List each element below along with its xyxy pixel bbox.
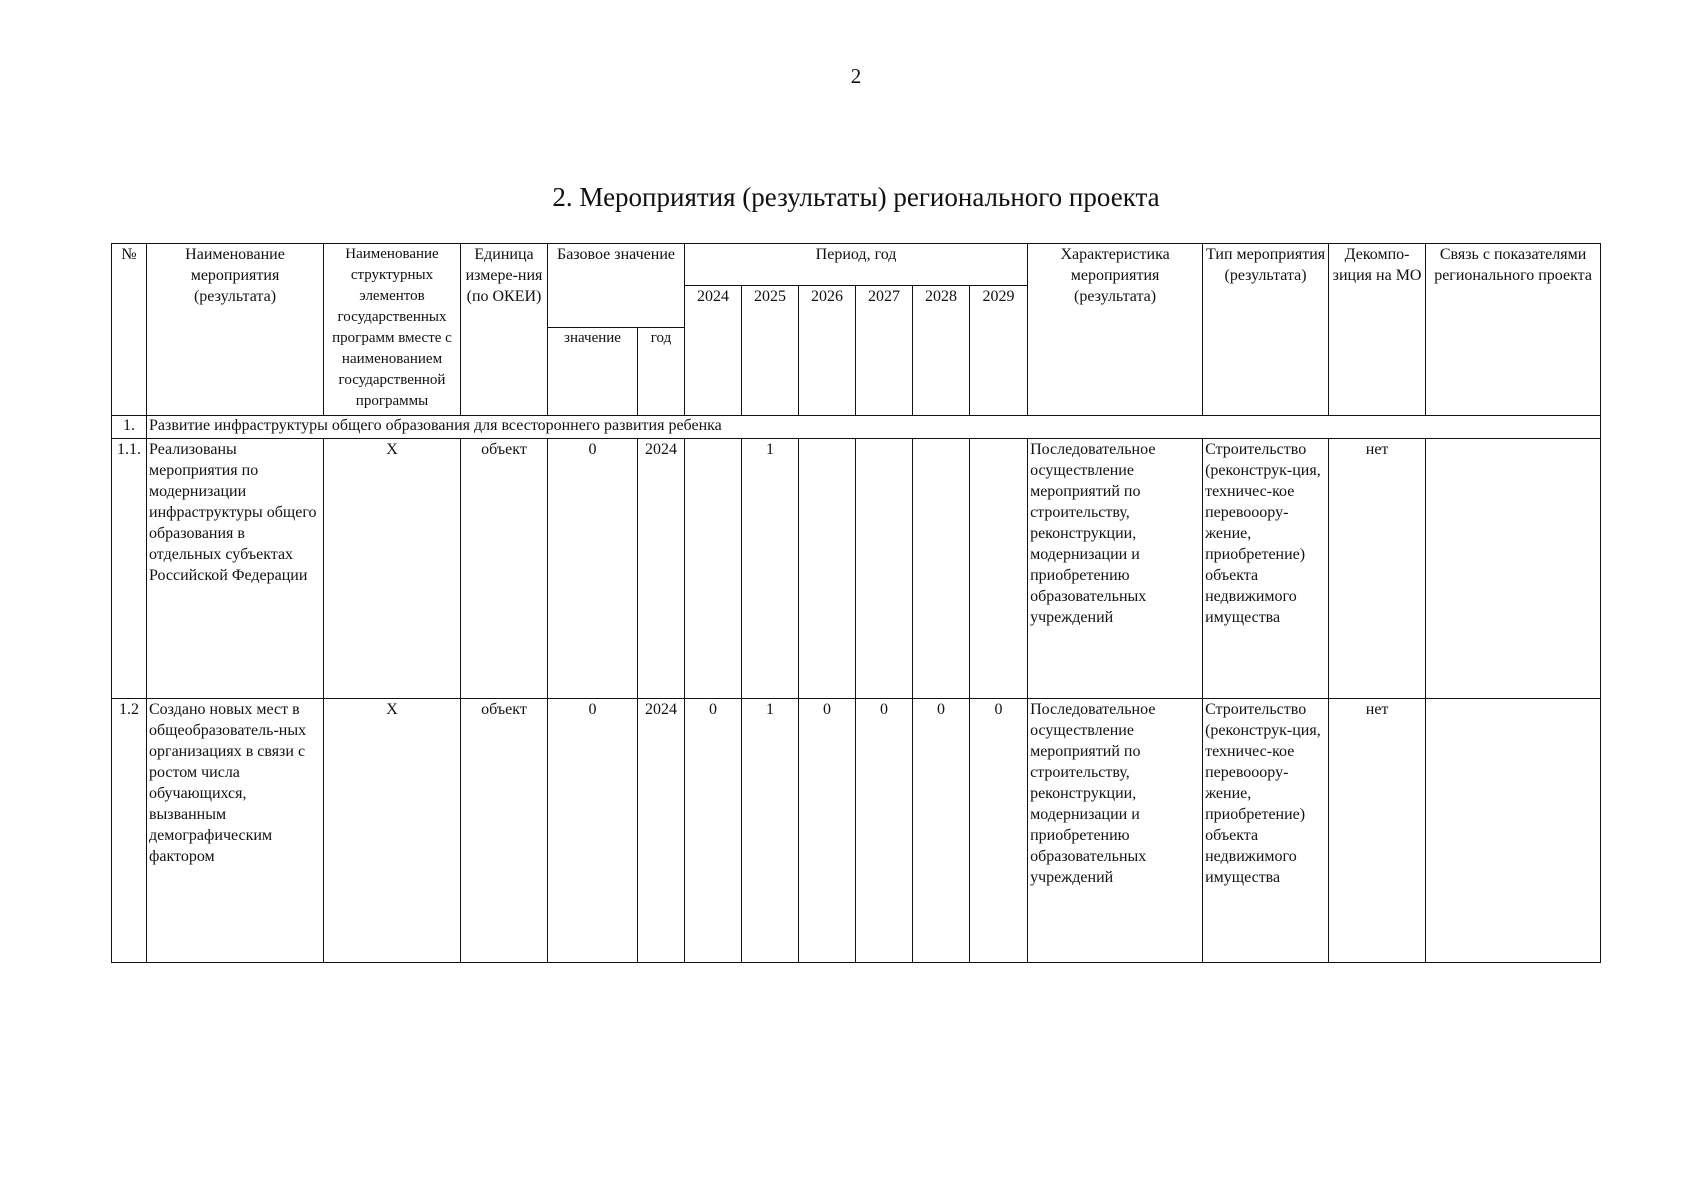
page-number: 2 [850,64,862,88]
value-2024 [685,439,742,699]
event-characteristic: Последовательное осуществление мероприятий по строительству, реконструкции, модернизации и приобретению образовательных учреждений [1028,439,1203,699]
header-year-2025: 2025 [742,286,799,416]
event-type: Строительство (реконструк-ция, техничес-кое перевооору-жение, приобретение) объекта недвижимого имущества [1203,699,1329,963]
value-2028 [913,439,970,699]
value-2028: 0 [913,699,970,963]
value-2027: 0 [856,699,913,963]
header-type: Тип мероприятия (результата) [1203,244,1329,416]
event-name: Реализованы мероприятия по модернизации инфраструктуры общего образования в отдельных субъектах Российской Федерации [147,439,324,699]
table-row [112,699,1601,963]
document-title: 2. Мероприятия (результаты) регионального проекта [552,182,1160,212]
row-number: 1.2 [112,699,147,963]
header-unit: Единица измере-ния (по ОКЕИ) [461,244,548,416]
structural-element: Х [324,699,461,963]
header-structural: Наименование структурных элементов государственных программ вместе с наименованием государственной программы [324,244,461,416]
section-number: 1. [112,416,147,439]
unit: объект [461,699,548,963]
value-2024: 0 [685,699,742,963]
header-decomposition: Декомпо-зиция на МО [1329,244,1426,416]
base-value: 0 [548,439,638,699]
base-year: 2024 [638,439,685,699]
decomposition: нет [1329,439,1426,699]
value-2026 [799,439,856,699]
header-base-value: значение [548,328,638,416]
indicator-link [1426,439,1601,699]
event-name: Создано новых мест в общеобразователь-ных организациях в связи с ростом числа обучающихся, вызванным демографическим фактором [147,699,324,963]
base-year: 2024 [638,699,685,963]
decomposition: нет [1329,699,1426,963]
header-period: Период, год [685,244,1028,286]
header-name: Наименование мероприятия (результата) [147,244,324,416]
header-year-2024: 2024 [685,286,742,416]
value-2025: 1 [742,699,799,963]
base-value: 0 [548,699,638,963]
value-2026: 0 [799,699,856,963]
header-year-2026: 2026 [799,286,856,416]
header-characteristic: Характеристика мероприятия (результата) [1028,244,1203,416]
header-year-2028: 2028 [913,286,970,416]
section-title: Развитие инфраструктуры общего образования для всестороннего развития ребенка [147,416,1601,439]
header-base-year: год [638,328,685,416]
row-number: 1.1. [112,439,147,699]
events-table [111,243,1601,963]
value-2025: 1 [742,439,799,699]
header-link: Связь с показателями регионального проекта [1426,244,1601,416]
section-row [112,416,1601,439]
event-type: Строительство (реконструк-ция, техничес-кое перевооору-жение, приобретение) объекта недвижимого имущества [1203,439,1329,699]
header-no: № [112,244,147,416]
indicator-link [1426,699,1601,963]
value-2027 [856,439,913,699]
header-row-1 [112,244,1601,286]
value-2029: 0 [970,699,1028,963]
unit: объект [461,439,548,699]
value-2029 [970,439,1028,699]
structural-element: Х [324,439,461,699]
header-base: Базовое значение [548,244,685,328]
event-characteristic: Последовательное осуществление мероприятий по строительству, реконструкции, модернизации и приобретению образовательных учреждений [1028,699,1203,963]
header-year-2029: 2029 [970,286,1028,416]
table-row [112,439,1601,699]
header-year-2027: 2027 [856,286,913,416]
